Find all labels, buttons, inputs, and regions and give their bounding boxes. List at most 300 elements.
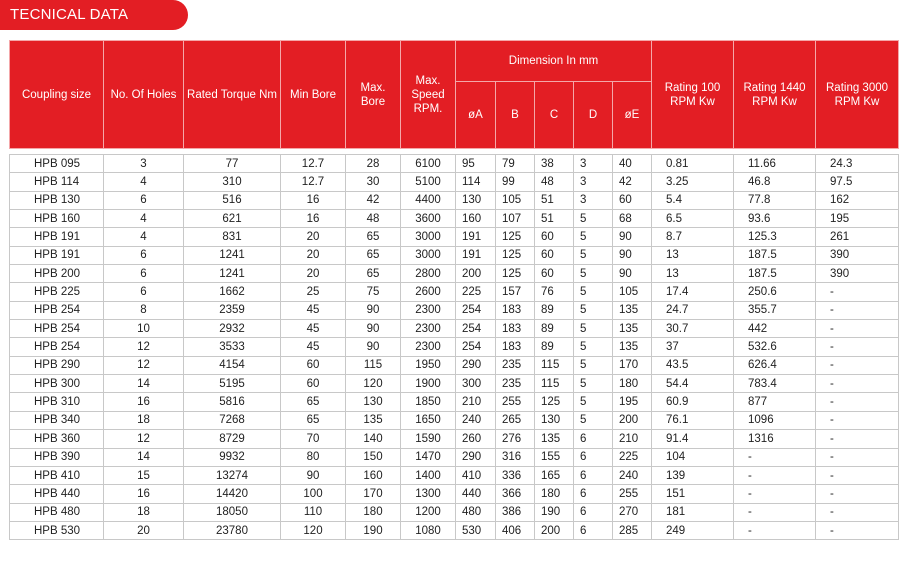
cell-rating-1440: 626.4	[734, 356, 816, 374]
header-max-speed: Max. Speed RPM.	[401, 41, 456, 149]
cell-no-of-holes: 4	[104, 228, 184, 246]
cell-max-speed: 4400	[401, 191, 456, 209]
cell-coupling-size: HPB 114	[10, 173, 104, 191]
cell-max-speed: 1470	[401, 448, 456, 466]
cell-rating-3000: -	[816, 411, 899, 429]
header-min-bore: Min Bore	[281, 41, 346, 149]
cell-dim-d: 3	[574, 155, 613, 173]
cell-rating-100: 104	[652, 448, 734, 466]
cell-rating-100: 54.4	[652, 375, 734, 393]
cell-rating-100: 13	[652, 246, 734, 264]
cell-min-bore: 60	[281, 375, 346, 393]
cell-dim-b: 157	[496, 283, 535, 301]
cell-no-of-holes: 4	[104, 210, 184, 228]
cell-max-bore: 180	[346, 503, 401, 521]
cell-max-bore: 90	[346, 320, 401, 338]
cell-dim-b: 183	[496, 338, 535, 356]
cell-dim-d: 5	[574, 411, 613, 429]
cell-rating-1440: -	[734, 485, 816, 503]
cell-rating-100: 60.9	[652, 393, 734, 411]
cell-max-bore: 190	[346, 521, 401, 539]
cell-max-speed: 1900	[401, 375, 456, 393]
cell-dim-c: 51	[535, 191, 574, 209]
cell-coupling-size: HPB 225	[10, 283, 104, 301]
cell-dim-e: 90	[613, 265, 652, 283]
cell-rating-3000: 390	[816, 246, 899, 264]
cell-dim-c: 76	[535, 283, 574, 301]
cell-rating-3000: -	[816, 466, 899, 484]
header-rating-1440: Rating 1440 RPM Kw	[734, 41, 816, 149]
cell-max-speed: 2800	[401, 265, 456, 283]
cell-dim-e: 40	[613, 155, 652, 173]
cell-dim-e: 255	[613, 485, 652, 503]
cell-dim-a: 225	[456, 283, 496, 301]
cell-rating-1440: 532.6	[734, 338, 816, 356]
cell-rating-100: 43.5	[652, 356, 734, 374]
cell-rating-3000: -	[816, 503, 899, 521]
cell-dim-b: 255	[496, 393, 535, 411]
cell-coupling-size: HPB 200	[10, 265, 104, 283]
cell-dim-e: 285	[613, 521, 652, 539]
cell-rated-torque: 9932	[184, 448, 281, 466]
cell-dim-c: 115	[535, 356, 574, 374]
cell-dim-b: 99	[496, 173, 535, 191]
table-row	[10, 155, 899, 173]
cell-rating-3000: 97.5	[816, 173, 899, 191]
cell-dim-b: 235	[496, 375, 535, 393]
cell-dim-b: 79	[496, 155, 535, 173]
cell-dim-a: 200	[456, 265, 496, 283]
header-rating-100: Rating 100 RPM Kw	[652, 41, 734, 149]
cell-coupling-size: HPB 254	[10, 301, 104, 319]
cell-max-speed: 3600	[401, 210, 456, 228]
cell-rating-1440: 187.5	[734, 265, 816, 283]
cell-max-speed: 6100	[401, 155, 456, 173]
table-row	[10, 521, 899, 539]
cell-coupling-size: HPB 310	[10, 393, 104, 411]
cell-dim-e: 90	[613, 246, 652, 264]
cell-rating-100: 6.5	[652, 210, 734, 228]
header-dim-a: øA	[456, 82, 496, 149]
cell-rating-3000: 162	[816, 191, 899, 209]
cell-dim-d: 5	[574, 356, 613, 374]
cell-max-bore: 140	[346, 430, 401, 448]
cell-coupling-size: HPB 360	[10, 430, 104, 448]
cell-dim-e: 270	[613, 503, 652, 521]
table-row	[10, 466, 899, 484]
cell-no-of-holes: 12	[104, 430, 184, 448]
cell-rating-1440: -	[734, 521, 816, 539]
cell-max-bore: 150	[346, 448, 401, 466]
cell-dim-a: 254	[456, 301, 496, 319]
cell-max-bore: 65	[346, 265, 401, 283]
cell-dim-c: 38	[535, 155, 574, 173]
header-coupling-size: Coupling size	[10, 41, 104, 149]
cell-no-of-holes: 3	[104, 155, 184, 173]
technical-data-table	[9, 40, 899, 540]
cell-coupling-size: HPB 440	[10, 485, 104, 503]
cell-min-bore: 16	[281, 191, 346, 209]
cell-rating-1440: 250.6	[734, 283, 816, 301]
cell-min-bore: 65	[281, 393, 346, 411]
cell-dim-a: 210	[456, 393, 496, 411]
cell-rating-1440: 355.7	[734, 301, 816, 319]
cell-dim-a: 290	[456, 356, 496, 374]
cell-coupling-size: HPB 290	[10, 356, 104, 374]
cell-rating-3000: -	[816, 283, 899, 301]
cell-dim-d: 5	[574, 320, 613, 338]
cell-no-of-holes: 15	[104, 466, 184, 484]
cell-dim-e: 60	[613, 191, 652, 209]
cell-max-speed: 1400	[401, 466, 456, 484]
cell-rating-100: 76.1	[652, 411, 734, 429]
cell-rating-1440: 1096	[734, 411, 816, 429]
cell-rating-3000: -	[816, 375, 899, 393]
cell-min-bore: 110	[281, 503, 346, 521]
cell-no-of-holes: 6	[104, 283, 184, 301]
cell-dim-b: 336	[496, 466, 535, 484]
cell-dim-e: 42	[613, 173, 652, 191]
cell-min-bore: 25	[281, 283, 346, 301]
cell-rating-100: 30.7	[652, 320, 734, 338]
cell-rated-torque: 14420	[184, 485, 281, 503]
cell-dim-c: 115	[535, 375, 574, 393]
cell-rated-torque: 621	[184, 210, 281, 228]
cell-rating-3000: -	[816, 521, 899, 539]
section-tab: TECNICAL DATA	[0, 0, 188, 30]
table-body	[10, 155, 899, 540]
cell-coupling-size: HPB 191	[10, 246, 104, 264]
cell-coupling-size: HPB 254	[10, 320, 104, 338]
cell-rated-torque: 77	[184, 155, 281, 173]
cell-rated-torque: 13274	[184, 466, 281, 484]
cell-rating-100: 8.7	[652, 228, 734, 246]
cell-no-of-holes: 6	[104, 191, 184, 209]
cell-dim-b: 125	[496, 265, 535, 283]
cell-rating-1440: 125.3	[734, 228, 816, 246]
cell-max-speed: 3000	[401, 246, 456, 264]
cell-rated-torque: 1241	[184, 246, 281, 264]
cell-coupling-size: HPB 160	[10, 210, 104, 228]
cell-max-speed: 2300	[401, 320, 456, 338]
cell-dim-d: 6	[574, 521, 613, 539]
cell-max-bore: 30	[346, 173, 401, 191]
cell-dim-a: 240	[456, 411, 496, 429]
cell-dim-d: 5	[574, 375, 613, 393]
header-dimension-group: Dimension In mm	[456, 41, 652, 82]
cell-dim-c: 165	[535, 466, 574, 484]
cell-rating-3000: -	[816, 320, 899, 338]
cell-rating-100: 5.4	[652, 191, 734, 209]
cell-max-speed: 1850	[401, 393, 456, 411]
cell-max-speed: 1200	[401, 503, 456, 521]
cell-dim-c: 200	[535, 521, 574, 539]
cell-rating-3000: 261	[816, 228, 899, 246]
cell-no-of-holes: 6	[104, 265, 184, 283]
cell-dim-a: 260	[456, 430, 496, 448]
cell-rating-3000: -	[816, 393, 899, 411]
cell-dim-c: 60	[535, 228, 574, 246]
cell-rating-100: 24.7	[652, 301, 734, 319]
cell-no-of-holes: 4	[104, 173, 184, 191]
cell-rated-torque: 831	[184, 228, 281, 246]
cell-max-speed: 1080	[401, 521, 456, 539]
cell-dim-a: 191	[456, 228, 496, 246]
cell-rating-1440: -	[734, 466, 816, 484]
cell-max-speed: 2300	[401, 338, 456, 356]
cell-rated-torque: 516	[184, 191, 281, 209]
cell-dim-e: 135	[613, 301, 652, 319]
cell-dim-d: 5	[574, 393, 613, 411]
table-row	[10, 265, 899, 283]
table-row	[10, 173, 899, 191]
cell-dim-c: 125	[535, 393, 574, 411]
cell-min-bore: 100	[281, 485, 346, 503]
cell-max-bore: 48	[346, 210, 401, 228]
cell-max-bore: 115	[346, 356, 401, 374]
cell-rating-3000: -	[816, 485, 899, 503]
cell-coupling-size: HPB 130	[10, 191, 104, 209]
cell-max-speed: 1950	[401, 356, 456, 374]
cell-rated-torque: 23780	[184, 521, 281, 539]
header-dim-d: D	[574, 82, 613, 149]
cell-dim-a: 530	[456, 521, 496, 539]
cell-dim-d: 5	[574, 283, 613, 301]
cell-dim-c: 51	[535, 210, 574, 228]
cell-max-bore: 130	[346, 393, 401, 411]
cell-dim-e: 240	[613, 466, 652, 484]
cell-dim-a: 130	[456, 191, 496, 209]
table-row	[10, 338, 899, 356]
cell-coupling-size: HPB 340	[10, 411, 104, 429]
cell-dim-e: 225	[613, 448, 652, 466]
cell-dim-e: 195	[613, 393, 652, 411]
cell-dim-c: 135	[535, 430, 574, 448]
cell-dim-d: 5	[574, 210, 613, 228]
cell-dim-b: 183	[496, 301, 535, 319]
cell-dim-d: 5	[574, 246, 613, 264]
cell-max-bore: 65	[346, 246, 401, 264]
cell-rated-torque: 18050	[184, 503, 281, 521]
cell-dim-e: 90	[613, 228, 652, 246]
cell-no-of-holes: 18	[104, 411, 184, 429]
table-row	[10, 485, 899, 503]
cell-dim-a: 254	[456, 320, 496, 338]
cell-dim-b: 406	[496, 521, 535, 539]
header-rating-3000: Rating 3000 RPM Kw	[816, 41, 899, 149]
cell-max-bore: 65	[346, 228, 401, 246]
cell-dim-a: 191	[456, 246, 496, 264]
cell-dim-a: 254	[456, 338, 496, 356]
cell-max-bore: 28	[346, 155, 401, 173]
cell-dim-c: 155	[535, 448, 574, 466]
cell-max-speed: 2300	[401, 301, 456, 319]
cell-rating-100: 13	[652, 265, 734, 283]
cell-dim-d: 6	[574, 430, 613, 448]
cell-dim-c: 130	[535, 411, 574, 429]
cell-dim-c: 89	[535, 320, 574, 338]
cell-no-of-holes: 14	[104, 448, 184, 466]
cell-max-bore: 170	[346, 485, 401, 503]
cell-max-speed: 2600	[401, 283, 456, 301]
cell-rating-3000: -	[816, 338, 899, 356]
cell-rating-1440: 877	[734, 393, 816, 411]
cell-min-bore: 80	[281, 448, 346, 466]
cell-dim-e: 135	[613, 320, 652, 338]
cell-rating-3000: -	[816, 448, 899, 466]
cell-dim-c: 48	[535, 173, 574, 191]
cell-coupling-size: HPB 530	[10, 521, 104, 539]
cell-max-bore: 90	[346, 301, 401, 319]
cell-dim-c: 89	[535, 301, 574, 319]
cell-max-speed: 1590	[401, 430, 456, 448]
table-row	[10, 283, 899, 301]
cell-max-speed: 5100	[401, 173, 456, 191]
cell-rating-100: 91.4	[652, 430, 734, 448]
cell-rated-torque: 1662	[184, 283, 281, 301]
cell-min-bore: 20	[281, 265, 346, 283]
cell-min-bore: 120	[281, 521, 346, 539]
cell-min-bore: 16	[281, 210, 346, 228]
cell-rating-1440: 442	[734, 320, 816, 338]
cell-dim-b: 276	[496, 430, 535, 448]
header-rated-torque: Rated Torque Nm	[184, 41, 281, 149]
cell-dim-a: 480	[456, 503, 496, 521]
table-row	[10, 430, 899, 448]
table-row	[10, 393, 899, 411]
table-row	[10, 246, 899, 264]
cell-dim-d: 3	[574, 173, 613, 191]
cell-dim-b: 265	[496, 411, 535, 429]
cell-rating-1440: 11.66	[734, 155, 816, 173]
cell-no-of-holes: 12	[104, 356, 184, 374]
cell-min-bore: 45	[281, 338, 346, 356]
cell-no-of-holes: 8	[104, 301, 184, 319]
cell-no-of-holes: 20	[104, 521, 184, 539]
cell-dim-d: 6	[574, 485, 613, 503]
cell-rating-1440: 1316	[734, 430, 816, 448]
cell-rating-3000: 195	[816, 210, 899, 228]
cell-dim-a: 114	[456, 173, 496, 191]
header-dim-b: B	[496, 82, 535, 149]
cell-rated-torque: 7268	[184, 411, 281, 429]
table-row	[10, 411, 899, 429]
cell-dim-e: 105	[613, 283, 652, 301]
table-row	[10, 448, 899, 466]
cell-dim-d: 6	[574, 448, 613, 466]
cell-max-bore: 75	[346, 283, 401, 301]
cell-dim-b: 183	[496, 320, 535, 338]
cell-rated-torque: 1241	[184, 265, 281, 283]
cell-dim-e: 180	[613, 375, 652, 393]
header-dim-e: øE	[613, 82, 652, 149]
cell-rating-100: 181	[652, 503, 734, 521]
header-no-of-holes: No. Of Holes	[104, 41, 184, 149]
cell-min-bore: 45	[281, 301, 346, 319]
cell-rated-torque: 8729	[184, 430, 281, 448]
cell-dim-e: 200	[613, 411, 652, 429]
table-row	[10, 191, 899, 209]
cell-rating-3000: 390	[816, 265, 899, 283]
cell-dim-b: 235	[496, 356, 535, 374]
cell-rating-100: 0.81	[652, 155, 734, 173]
cell-dim-b: 316	[496, 448, 535, 466]
cell-dim-d: 5	[574, 301, 613, 319]
cell-dim-d: 5	[574, 338, 613, 356]
cell-rating-1440: 783.4	[734, 375, 816, 393]
cell-rating-100: 249	[652, 521, 734, 539]
cell-coupling-size: HPB 095	[10, 155, 104, 173]
cell-min-bore: 60	[281, 356, 346, 374]
cell-no-of-holes: 14	[104, 375, 184, 393]
cell-dim-a: 410	[456, 466, 496, 484]
cell-dim-b: 366	[496, 485, 535, 503]
cell-min-bore: 45	[281, 320, 346, 338]
cell-dim-e: 68	[613, 210, 652, 228]
cell-rating-3000: -	[816, 430, 899, 448]
cell-rating-1440: 93.6	[734, 210, 816, 228]
cell-min-bore: 12.7	[281, 173, 346, 191]
cell-coupling-size: HPB 254	[10, 338, 104, 356]
cell-dim-c: 60	[535, 246, 574, 264]
cell-dim-d: 5	[574, 265, 613, 283]
cell-rated-torque: 5816	[184, 393, 281, 411]
cell-dim-b: 125	[496, 228, 535, 246]
cell-min-bore: 65	[281, 411, 346, 429]
cell-dim-b: 125	[496, 246, 535, 264]
cell-rating-100: 17.4	[652, 283, 734, 301]
header-dim-c: C	[535, 82, 574, 149]
cell-dim-d: 6	[574, 466, 613, 484]
header-max-bore: Max. Bore	[346, 41, 401, 149]
cell-no-of-holes: 16	[104, 393, 184, 411]
cell-coupling-size: HPB 410	[10, 466, 104, 484]
cell-no-of-holes: 6	[104, 246, 184, 264]
cell-min-bore: 90	[281, 466, 346, 484]
cell-dim-c: 60	[535, 265, 574, 283]
cell-rated-torque: 5195	[184, 375, 281, 393]
cell-dim-c: 180	[535, 485, 574, 503]
cell-dim-b: 107	[496, 210, 535, 228]
cell-dim-a: 300	[456, 375, 496, 393]
cell-dim-c: 190	[535, 503, 574, 521]
cell-dim-a: 290	[456, 448, 496, 466]
cell-coupling-size: HPB 191	[10, 228, 104, 246]
cell-dim-a: 95	[456, 155, 496, 173]
cell-min-bore: 20	[281, 228, 346, 246]
cell-dim-a: 160	[456, 210, 496, 228]
cell-rated-torque: 2932	[184, 320, 281, 338]
cell-rating-1440: 77.8	[734, 191, 816, 209]
cell-rating-1440: 187.5	[734, 246, 816, 264]
cell-rating-100: 151	[652, 485, 734, 503]
cell-rating-100: 3.25	[652, 173, 734, 191]
cell-max-bore: 120	[346, 375, 401, 393]
table-row	[10, 356, 899, 374]
table-row	[10, 210, 899, 228]
table-row	[10, 301, 899, 319]
cell-no-of-holes: 10	[104, 320, 184, 338]
cell-rating-3000: -	[816, 301, 899, 319]
cell-min-bore: 70	[281, 430, 346, 448]
cell-max-bore: 160	[346, 466, 401, 484]
cell-dim-d: 6	[574, 503, 613, 521]
cell-rating-3000: -	[816, 356, 899, 374]
cell-coupling-size: HPB 480	[10, 503, 104, 521]
cell-dim-e: 170	[613, 356, 652, 374]
cell-rating-3000: 24.3	[816, 155, 899, 173]
cell-dim-b: 386	[496, 503, 535, 521]
